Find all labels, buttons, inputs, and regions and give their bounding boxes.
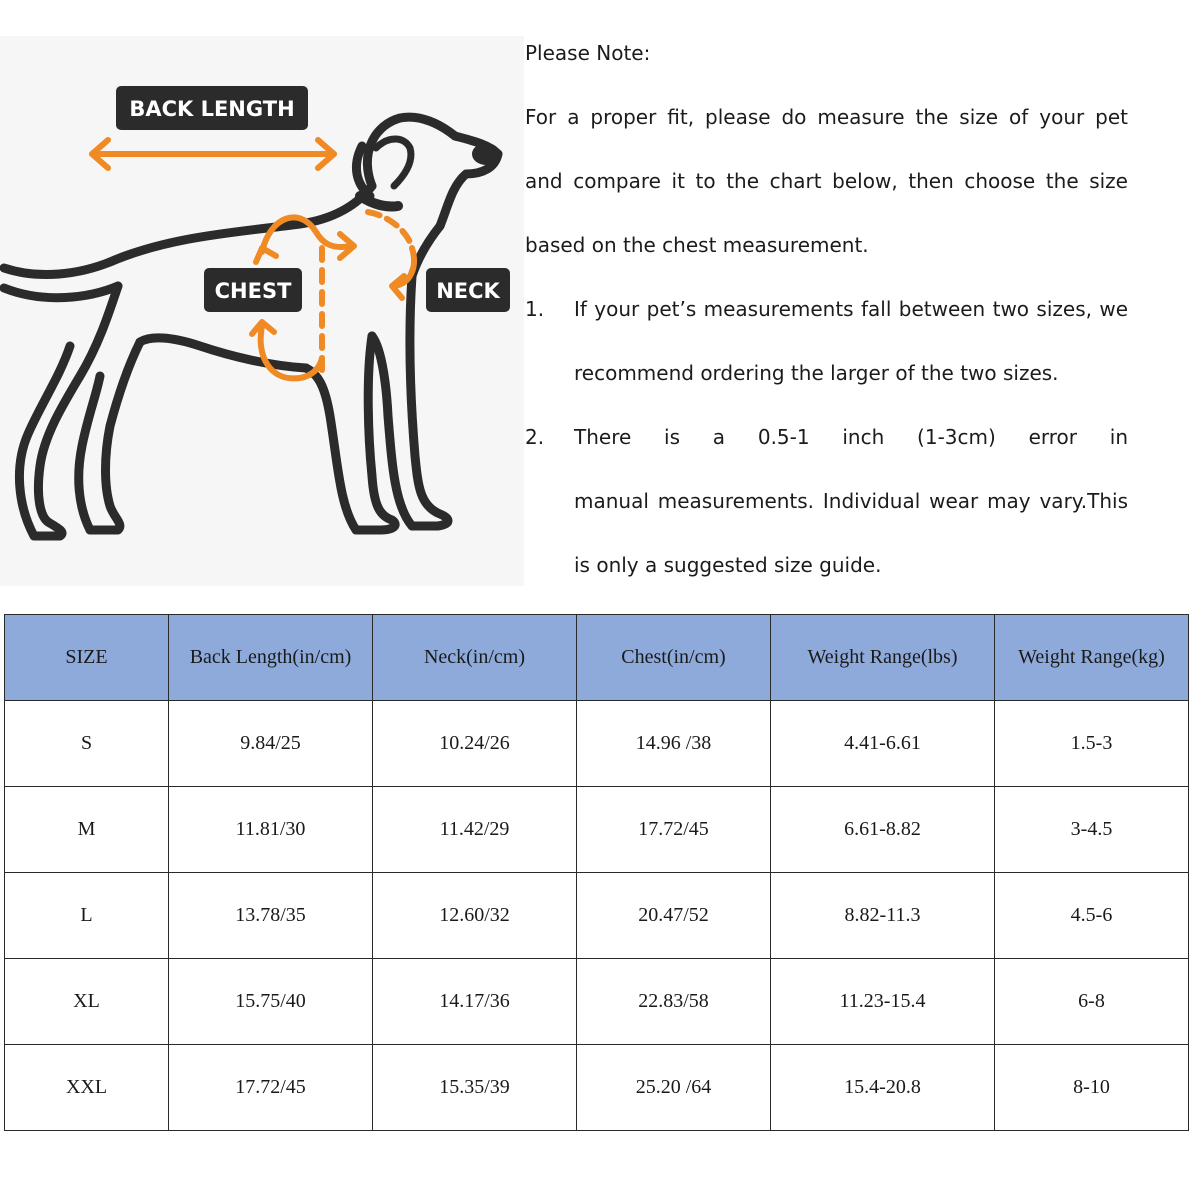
cell-size: L [5,873,169,959]
header-weight-lbs: Weight Range(lbs) [771,615,995,701]
header-back-length: Back Length(in/cm) [169,615,373,701]
cell-size: M [5,787,169,873]
cell-size: S [5,701,169,787]
note-item-text: There is a 0.5-1 inch (1-3cm) error in [574,425,1128,449]
dog-outline-icon [4,117,498,536]
cell-weight-kg: 6-8 [995,959,1189,1045]
cell-weight-kg: 3-4.5 [995,787,1189,873]
cell-neck: 12.60/32 [373,873,577,959]
table-row [5,959,1189,1045]
cell-size: XXL [5,1045,169,1131]
table-row [5,701,1189,787]
back-length-label: BACK LENGTH [129,97,295,121]
note-item-number: 1. [525,297,545,321]
table-header-row [5,615,1189,701]
cell-size: XL [5,959,169,1045]
cell-weight-lbs: 15.4-20.8 [771,1045,995,1131]
dog-measurement-diagram [0,36,524,586]
size-chart-table [4,614,1189,1131]
cell-weight-lbs: 4.41-6.61 [771,701,995,787]
note-item-2 [525,416,1128,480]
cell-neck: 10.24/26 [373,701,577,787]
dog-illustration [0,36,524,586]
cell-weight-lbs: 6.61-8.82 [771,787,995,873]
cell-neck: 15.35/39 [373,1045,577,1131]
note-item-text: recommend ordering the larger of the two sizes. [574,361,1059,385]
note-item-text: If your pet’s measurements fall between two sizes, we [574,297,1128,321]
cell-weight-kg: 4.5-6 [995,873,1189,959]
note-title: Please Note: [525,41,651,65]
table-row [5,1045,1189,1131]
cell-back-length: 9.84/25 [169,701,373,787]
header-size: SIZE [5,615,169,701]
header-chest: Chest(in/cm) [577,615,771,701]
note-intro-line: For a proper fit, please do measure the size of your pet [525,105,1128,129]
cell-chest: 22.83/58 [577,959,771,1045]
chest-label: CHEST [214,279,292,303]
note-item-text: manual measurements. Individual wear may vary.This [574,489,1128,513]
cell-back-length: 11.81/30 [169,787,373,873]
cell-chest: 25.20 /64 [577,1045,771,1131]
cell-chest: 14.96 /38 [577,701,771,787]
cell-back-length: 13.78/35 [169,873,373,959]
note-item-number: 2. [525,425,545,449]
cell-chest: 20.47/52 [577,873,771,959]
cell-back-length: 15.75/40 [169,959,373,1045]
cell-weight-lbs: 11.23-15.4 [771,959,995,1045]
header-neck: Neck(in/cm) [373,615,577,701]
cell-weight-kg: 8-10 [995,1045,1189,1131]
note-intro-line: based on the chest measurement. [525,233,869,257]
note-item-text: is only a suggested size guide. [574,553,882,577]
cell-weight-lbs: 8.82-11.3 [771,873,995,959]
neck-label: NECK [436,279,500,303]
cell-neck: 14.17/36 [373,959,577,1045]
header-weight-kg: Weight Range(kg) [995,615,1189,701]
size-guide-note [525,32,1128,608]
note-intro-line: and compare it to the chart below, then choose the size [525,169,1128,193]
table-row [5,787,1189,873]
cell-back-length: 17.72/45 [169,1045,373,1131]
neck-tag [426,268,510,312]
chest-tag [204,268,302,312]
cell-neck: 11.42/29 [373,787,577,873]
note-item-1 [525,288,1128,352]
table-row [5,873,1189,959]
cell-chest: 17.72/45 [577,787,771,873]
cell-weight-kg: 1.5-3 [995,701,1189,787]
back-length-tag [116,86,308,130]
